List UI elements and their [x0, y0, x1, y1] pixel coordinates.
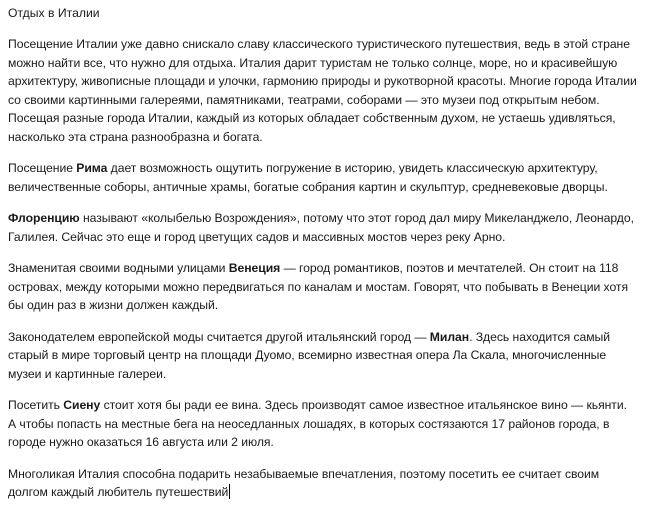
text-run: — город романтиков, поэтов и мечтателей. Он стоит на 118 островах, между которыми можно передвигаться по каналам и мостам. Говорят, что побывать в Венеции хотя бы один раз в жизни должен каждый. [8, 261, 628, 312]
city-name-siena: Сиену [63, 398, 101, 412]
city-name-venice: Венеция [228, 261, 281, 275]
city-name-rome: Рима [76, 161, 108, 175]
city-name-florence: Флоренцию [8, 211, 80, 225]
text-run: Знаменитая своими водными улицами [8, 261, 229, 275]
text-run: Законодателем европейской моды считается другой итальянский город — [8, 329, 430, 344]
text-run: . Здесь находится самый старый в мире торговый центр на площади Дуомо, всемирно известная опера Ла Скала, многочисленные музеи и картинные галереи. [8, 329, 611, 381]
paragraph-conclusion [8, 465, 637, 502]
paragraph-milan [8, 328, 637, 384]
text-run: Многоликая Италия способна подарить незабываемые впечатления, поэтому посетить ее считает своим долгом каждый любитель путешествий [8, 466, 600, 499]
text-run: Посещение [8, 161, 77, 175]
text-run: стоит хотя бы ради ее вина. Здесь производят самое известное итальянское вино — кьянти. А чтобы попасть на местные бега на неоседланных лошадях, в которых состязаются 17 районов города, в городе нужно оказаться 16 августа или 2 июля. [8, 398, 627, 449]
text-run: дает возможность ощутить погружение в историю, увидеть классическую архитектуру, величественные соборы, античные храмы, богатые собрания картин и скульптур, средневековые дворцы. [8, 161, 608, 194]
text-cursor [229, 484, 230, 499]
paragraph-venice [8, 259, 637, 315]
paragraph-intro: Посещение Италии уже давно снискало славу классического туристического путешествия, ведь в этой стране можно найти все, что нужно для отдыха. Италия дарит туристам не только солнце, море, но и красивейшую архитектуру, живописные площади и улочки, гармонию природы и рукотворной красоты. Многие города Италии со своими картинными галереями, памятниками, театрами, соборами — это музеи под открытым небом. Посещая разные города Италии, каждый из которых обладает собственным духом, не устаешь удивляться, насколько эта страна разнообразна и богата. [8, 37, 637, 144]
paragraph-florence [8, 209, 637, 246]
paragraph-rome [8, 159, 637, 196]
text-run: называют «колыбелью Возрождения», потому что этот город дал миру Микеланджело, Леонардо, Галилея. Сейчас это еще и город цветущих садов и массивных мостов через реку Арно. [8, 211, 634, 244]
text-run: Посетить [8, 398, 64, 412]
paragraph-siena [8, 396, 637, 452]
city-name-milan: Милан [429, 329, 470, 344]
document-title: Отдых в Италии [8, 6, 100, 20]
